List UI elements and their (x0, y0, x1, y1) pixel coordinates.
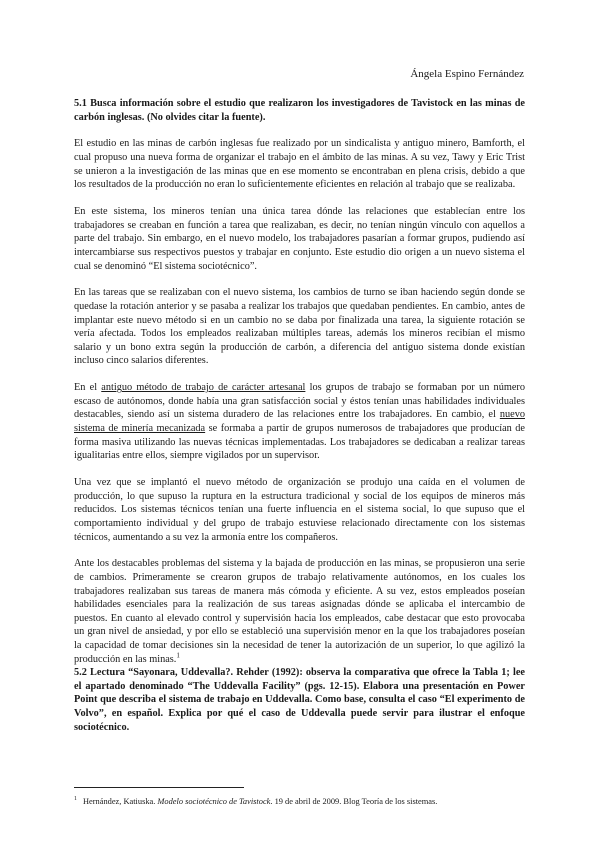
footnote-details: . 19 de abril de 2009. Blog Teoría de los sistemas. (270, 796, 438, 806)
footnote (74, 794, 534, 807)
paragraph-4-text-a: En el (74, 382, 102, 394)
underlined-old-method: antiguo método de trabajo de carácter artesanal (101, 382, 306, 394)
footnote-title: Modelo sociotécnico de Tavistock (157, 796, 271, 806)
footnote-separator (74, 787, 244, 788)
section-5-2-heading: 5.2 Lectura “Sayonara, Uddevalla?. Rehder (1992): observa la comparativa que ofrece la Tabla 1; lee el apartado denominado “The Uddevalla Facility” (pgs. 12-15). Elabora una presentación en Power Point que describa el sistema de trabajo en Uddevalla. Como base, consulta el caso “El experimento de Volvo”, en español. Explica por qué el caso de Uddevalla puede servir para ilustrar el enfoque sociotécnico. (74, 667, 525, 733)
footnote-number: 1 (74, 796, 77, 802)
paragraph-5: Una vez que se implantó el nuevo método de organización se produjo una caída en el volumen de producción, lo que supuso la ruptura en la estructura tradicional y social de los equipos de mineros más reducidos. Los sistemas técnicos tenían una fuerte influencia en el sistema social, lo que supuso que el comportamiento individual y del grupo de trabajo estuviese relacionado directamente con los sistemas técnicos, aumentando a su vez la armonía entre los compañeros. (74, 477, 525, 543)
paragraph-3: En las tareas que se realizaban con el nuevo sistema, los cambios de turno se iban haciendo según donde se quedase la rotación anterior y se pasaba a realizar los trabajos que quedaban pendientes. En cambio, antes de implantar este nuevo método si en un cambio no se daba por finalizada una tarea, la siguiente rotación se vería afectada. Todos los empleados realizaban múltiples tareas, además los mineros recibían el mismo salario y un bono extra según la producción de carbón, a diferencia del antiguo sistema donde existían incluso cinco salarios diferentes. (74, 287, 525, 367)
paragraph-4-text-b: los grupos de trabajo se formaban por un número escaso de autónomos, donde había una gran satisfacción social y éstos tenían unas habilidades individuales destacables, siendo así un sistema duradero de las relaciones entre los trabajadores. En cambio, el (74, 382, 525, 421)
section-5-1-heading: 5.1 Busca información sobre el estudio que realizaron los investigadores de Tavistock en las minas de carbón inglesas. (No olvides citar la fuente). (74, 98, 525, 123)
document-body (74, 97, 525, 747)
footnote-reference[interactable]: 1 (176, 651, 180, 660)
footnote-author: Hernández, Katiuska. (83, 796, 158, 806)
paragraph-6 (74, 557, 525, 666)
author-name: Ángela Espino Fernández (410, 68, 524, 80)
paragraph-4-text-c: se formaba a partir de grupos numerosos de trabajadores que producían de forma masiva utilizando las nuevas técnicas implementadas. Los trabajadores se dedicaban a realizar tareas igualitarias entre ellos, siempre vigilados por un supervisor. (74, 423, 525, 462)
underlined-new-system: nuevo sistema de minería mecanizada (74, 409, 525, 435)
paragraph-1: El estudio en las minas de carbón inglesas fue realizado por un sindicalista y antiguo minero, Bamforth, el cual propuso una nueva forma de organizar el trabajo en el ámbito de las minas. A su vez, Tawy y Eric Trist se unieron a la investigación de las minas que en ese momento se encontraban en plena crisis, debido a que los resultados de la producción no eran lo suficientemente eficientes en relación al trabajo que se realizaba. (74, 138, 525, 191)
paragraph-6-text: Ante los destacables problemas del sistema y la bajada de producción en las minas, se propusieron una serie de cambios. Primeramente se crearon grupos de trabajo relativamente autónomos, en los cuales los trabajadores realizaban sus tareas de manera más cómoda y eficiente. A su vez, estos empleados poseían habilidades esenciales para la realización de sus tareas asignadas dónde se aplicaba el intercambio de puestos. En cuanto al elevado control y supervisión hacia los empleados, cabe destacar que esto provocaba un gran nivel de ansiedad, y por ello se estableció una supervisión menor en la que los trabajadores poseían la capacidad de tomar decisiones sin la necesidad de tener la autorización de un superior, lo que agilizó la producción en las minas. (74, 558, 525, 665)
paragraph-2: En este sistema, los mineros tenían una única tarea dónde las relaciones que establecían entre los trabajadores se creaban en función a tarea que realizaban, es decir, no tenían ningún vínculo con aquellos a parte del trabajo. Sin embargo, en el nuevo modelo, los trabajadores pasarían a formar grupos, pudiendo así intercambiarse sus respectivos puestos y trabajar en conjunto. Este estudio dio origen a un nuevo sistema el cual se denominó “El sistema sociotécnico”. (74, 206, 525, 272)
paragraph-4 (74, 381, 525, 463)
